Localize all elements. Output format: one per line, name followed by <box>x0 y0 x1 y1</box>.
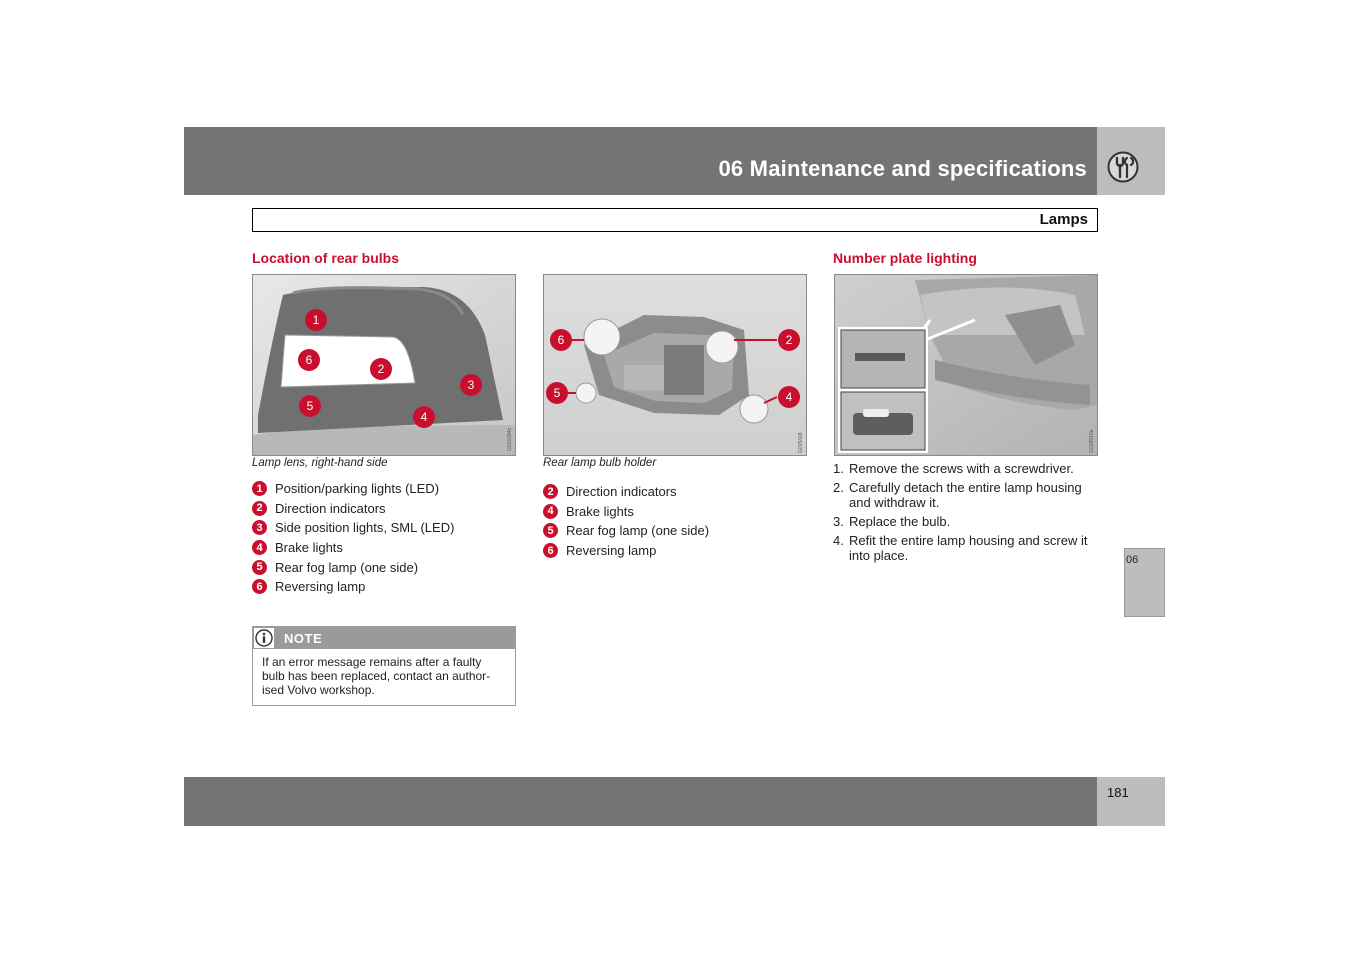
legend-text: Rear fog lamp (one side) <box>566 523 710 539</box>
legend-text: Rear fog lamp (one side) <box>275 559 419 575</box>
number-plate-steps <box>833 462 1103 568</box>
section-header <box>252 208 1098 232</box>
chapter-icon-box <box>1097 127 1165 195</box>
legend-text: Direction indicators <box>566 484 677 500</box>
list-item <box>543 521 709 541</box>
marker-6: 6 <box>557 333 565 347</box>
chapter-header <box>184 127 1097 195</box>
number-badge: 5 <box>543 523 558 538</box>
lamp-lens-image <box>252 274 516 456</box>
chapter-title: 06 Maintenance and specifications <box>718 156 1087 181</box>
note-header <box>253 627 515 649</box>
marker-3: 3 <box>467 378 475 392</box>
number-badge: 4 <box>252 540 267 555</box>
marker-2: 2 <box>377 362 385 376</box>
legend-text: Reversing lamp <box>275 579 366 595</box>
step-text: Remove the screws with a screwdriver. <box>849 461 1074 476</box>
rear-bulbs-legend <box>252 479 454 597</box>
chapter-tab[interactable] <box>1124 548 1165 617</box>
marker-4: 4 <box>420 410 428 424</box>
rear-bulbs-heading: Location of rear bulbs <box>252 250 400 266</box>
number-plate-image <box>834 274 1098 456</box>
legend-text: Position/parking lights (LED) <box>275 481 440 497</box>
bulb-holder-caption: Rear lamp bulb holder <box>543 457 657 469</box>
list-item <box>252 518 454 538</box>
bulb-holder-image <box>543 274 807 456</box>
marker-5: 5 <box>306 399 314 413</box>
step-text: Carefully detach the entire lamp housing and withdraw it. <box>849 480 1082 510</box>
marker-1: 1 <box>312 313 320 327</box>
list-item <box>833 515 1103 530</box>
step-number: 3. <box>833 514 844 530</box>
list-item <box>833 462 1103 477</box>
list-item <box>252 557 454 577</box>
legend-text: Brake lights <box>275 540 343 556</box>
number-badge: 6 <box>543 543 558 558</box>
number-badge: 2 <box>252 501 267 516</box>
legend-text: Direction indicators <box>275 500 386 516</box>
number-badge: 4 <box>543 504 558 519</box>
footer-bar <box>184 777 1097 826</box>
step-number: 4. <box>833 533 844 549</box>
marker-4: 4 <box>785 390 793 404</box>
legend-text: Side position lights, SML (LED) <box>275 520 455 536</box>
marker-5: 5 <box>553 386 561 400</box>
note-text: If an error message remains after a faulty bulb has been replaced, contact an author-ised Volvo workshop. <box>262 655 491 697</box>
step-number: 2. <box>833 480 844 496</box>
marker-6: 6 <box>305 353 313 367</box>
marker-2: 2 <box>785 333 793 347</box>
legend-text: Reversing lamp <box>566 543 657 559</box>
note-title: NOTE <box>284 631 323 646</box>
list-item <box>833 534 1103 563</box>
step-number: 1. <box>833 461 844 476</box>
number-badge: 5 <box>252 560 267 575</box>
page-number: 181 <box>1107 785 1129 800</box>
number-badge: 1 <box>252 481 267 496</box>
step-text: Replace the bulb. <box>849 514 951 530</box>
number-badge: 2 <box>543 484 558 499</box>
list-item <box>833 481 1103 510</box>
bulb-holder-legend <box>543 482 709 560</box>
image-code: G015418 <box>798 432 804 453</box>
info-icon <box>254 628 274 648</box>
list-item <box>252 499 454 519</box>
number-badge: 6 <box>252 579 267 594</box>
list-item <box>252 538 454 558</box>
image-code: G031094c <box>507 427 513 451</box>
lamp-lens-caption: Lamp lens, right-hand side <box>252 457 388 469</box>
number-badge: 3 <box>252 520 267 535</box>
list-item <box>252 479 454 499</box>
step-text: Refit the entire lamp housing and screw it into place. <box>849 533 1088 563</box>
list-item <box>252 577 454 597</box>
legend-text: Brake lights <box>566 503 634 519</box>
section-label: Lamps <box>1039 211 1088 228</box>
list-item <box>543 541 709 561</box>
list-item <box>543 502 709 522</box>
page-number-box <box>1097 777 1165 826</box>
list-item <box>543 482 709 502</box>
chapter-tab-label: 06 <box>1126 554 1139 566</box>
wrench-icon <box>1107 151 1139 183</box>
number-plate-heading: Number plate lighting <box>833 250 977 266</box>
image-code: G018910a <box>1089 429 1095 453</box>
note-box <box>252 626 516 706</box>
